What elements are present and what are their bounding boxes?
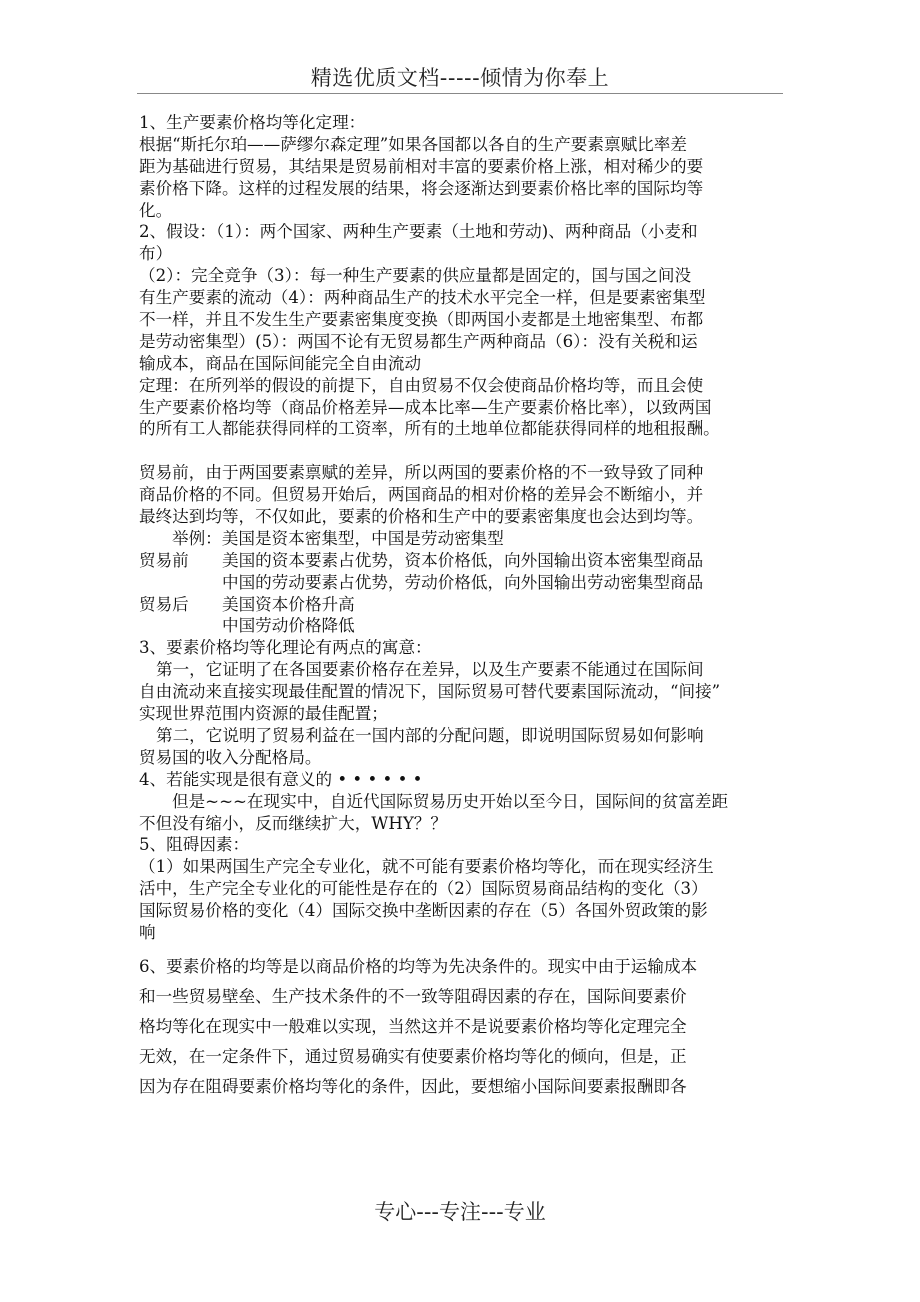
example-row <box>139 594 787 616</box>
text-line: 和一些贸易壁垒、生产技术条件的不一致等阻碍因素的存在，国际间要素价 <box>139 986 687 1006</box>
example-row <box>139 572 787 594</box>
header-divider <box>137 93 783 94</box>
text-line: 活中，生产完全专业化的可能性是存在的（2）国际贸易商品结构的变化（3） <box>139 879 708 899</box>
example-label <box>139 615 222 637</box>
section-6-heading: 6、要素价格的均等是以商品价格的均等为先决条件的。现实中由于运输成本 <box>139 956 698 976</box>
text-line: 距为基础进行贸易，其结果是贸易前相对丰富的要素价格上涨，相对稀少的要 <box>139 156 704 176</box>
example-text: 中国的劳动要素占优势，劳动价格低，向外国输出劳动密集型商品 <box>222 572 704 592</box>
section-1-heading: 1、生产要素价格均等化定理： <box>139 113 366 132</box>
blank-line <box>139 440 787 462</box>
example-row <box>139 550 787 572</box>
example-label: 贸易后 <box>139 594 189 614</box>
text-line: 化。 <box>139 200 173 220</box>
text-line: 国际贸易价格的变化（4）国际交换中垄断因素的存在（5）各国外贸政策的影 <box>139 901 708 921</box>
text-line: 有生产要素的流动（4）：两种商品生产的技术水平完全一样，但是要素密集型 <box>139 288 706 308</box>
text-line: 响 <box>139 922 156 942</box>
text-line: 第二，它说明了贸易利益在一国内部的分配问题，即说明国际贸易如何影响 <box>156 725 704 745</box>
text-line: 根据“斯托尔珀——萨缪尔森定理”如果各国都以各自的生产要素禀赋比率差 <box>139 134 687 154</box>
text-line: 格均等化在现实中一般难以实现，当然这并不是说要素价格均等化定理完全 <box>139 1016 687 1036</box>
example-label <box>139 572 222 594</box>
text-line: 贸易国的收入分配格局。 <box>139 747 322 767</box>
section-2-heading: 2、假设：（1）：两个国家、两种生产要素（土地和劳动)、两种商品（小麦和 <box>139 222 698 242</box>
page-header: 精选优质文档-----倾情为你奉上 <box>310 66 610 90</box>
page-footer: 专心---专注---专业 <box>374 1200 546 1224</box>
example-text: 美国资本价格升高 <box>222 594 355 614</box>
text-line: 最终达到均等，不仅如此，要素的价格和生产中的要素密集度也会达到均等。 <box>139 507 704 527</box>
text-line: 无效，在一定条件下，通过贸易确实有使要素价格均等化的倾向，但是，正 <box>139 1046 687 1066</box>
section-5-heading: 5、阻碍因素： <box>139 835 250 855</box>
example-label: 贸易前 <box>139 550 189 570</box>
example-intro: 举例：美国是资本密集型，中国是劳动密集型 <box>172 528 504 548</box>
text-line: （1）如果两国生产完全专业化，就不可能有要素价格均等化，而在现实经济生 <box>139 857 714 877</box>
text-line: 生产要素价格均等（商品价格差异—成本比率—生产要素价格比率），以致两国 <box>139 397 712 417</box>
text-line: 但是~~~在现实中，自近代国际贸易历史开始以至今日，国际间的贫富差距 <box>172 791 729 811</box>
text-line: 输成本，商品在国际间能完全自由流动 <box>139 353 422 373</box>
text-line: 因为存在阻碍要素价格均等化的条件，因此，要想缩小国际间要素报酬即各 <box>139 1076 687 1096</box>
text-line: 布） <box>139 244 173 264</box>
section-6 <box>139 952 787 1102</box>
text-line: （2）：完全竞争（3）：每一种生产要素的供应量都是固定的，国与国之间没 <box>139 266 692 286</box>
example-text: 中国劳动价格降低 <box>222 616 355 636</box>
section-4-heading: 4、若能实现是很有意义的 • • • • • • <box>139 769 423 789</box>
example-text: 美国的资本要素占优势，资本价格低，向外国输出资本密集型商品 <box>222 550 704 570</box>
text-line: 是劳动密集型）(5）：两国不论有无贸易都生产两种商品（6）：没有关税和运 <box>139 331 698 351</box>
section-3-heading: 3、要素价格均等化理论有两点的寓意： <box>139 638 432 658</box>
text-line: 的所有工人都能获得同样的工资率，所有的土地单位都能获得同样的地租报酬。 <box>139 419 720 439</box>
example-row <box>139 615 787 637</box>
text-line: 素价格下降。这样的过程发展的结果，将会逐渐达到要素价格比率的国际均等 <box>139 178 704 198</box>
text-line: 商品价格的不同。但贸易开始后，两国商品的相对价格的差异会不断缩小，并 <box>139 485 704 505</box>
text-line: 实现世界范围内资源的最佳配置； <box>139 704 388 724</box>
text-line: 第一，它证明了在各国要素价格存在差异，以及生产要素不能通过在国际间 <box>156 660 704 680</box>
document-body <box>139 112 787 1102</box>
text-line: 不一样，并且不发生生产要素密集度变换（即两国小麦都是土地密集型、布都 <box>139 310 704 330</box>
text-line: 不但没有缩小，反而继续扩大，WHY？？ <box>139 813 447 833</box>
text-line: 自由流动来直接实现最佳配置的情况下，国际贸易可替代要素国际流动，“间接” <box>139 682 721 702</box>
text-line: 贸易前，由于两国要素禀赋的差异，所以两国的要素价格的不一致导致了同种 <box>139 463 704 483</box>
theorem-line: 定理：在所列举的假设的前提下，自由贸易不仅会使商品价格均等，而且会使 <box>139 375 704 395</box>
